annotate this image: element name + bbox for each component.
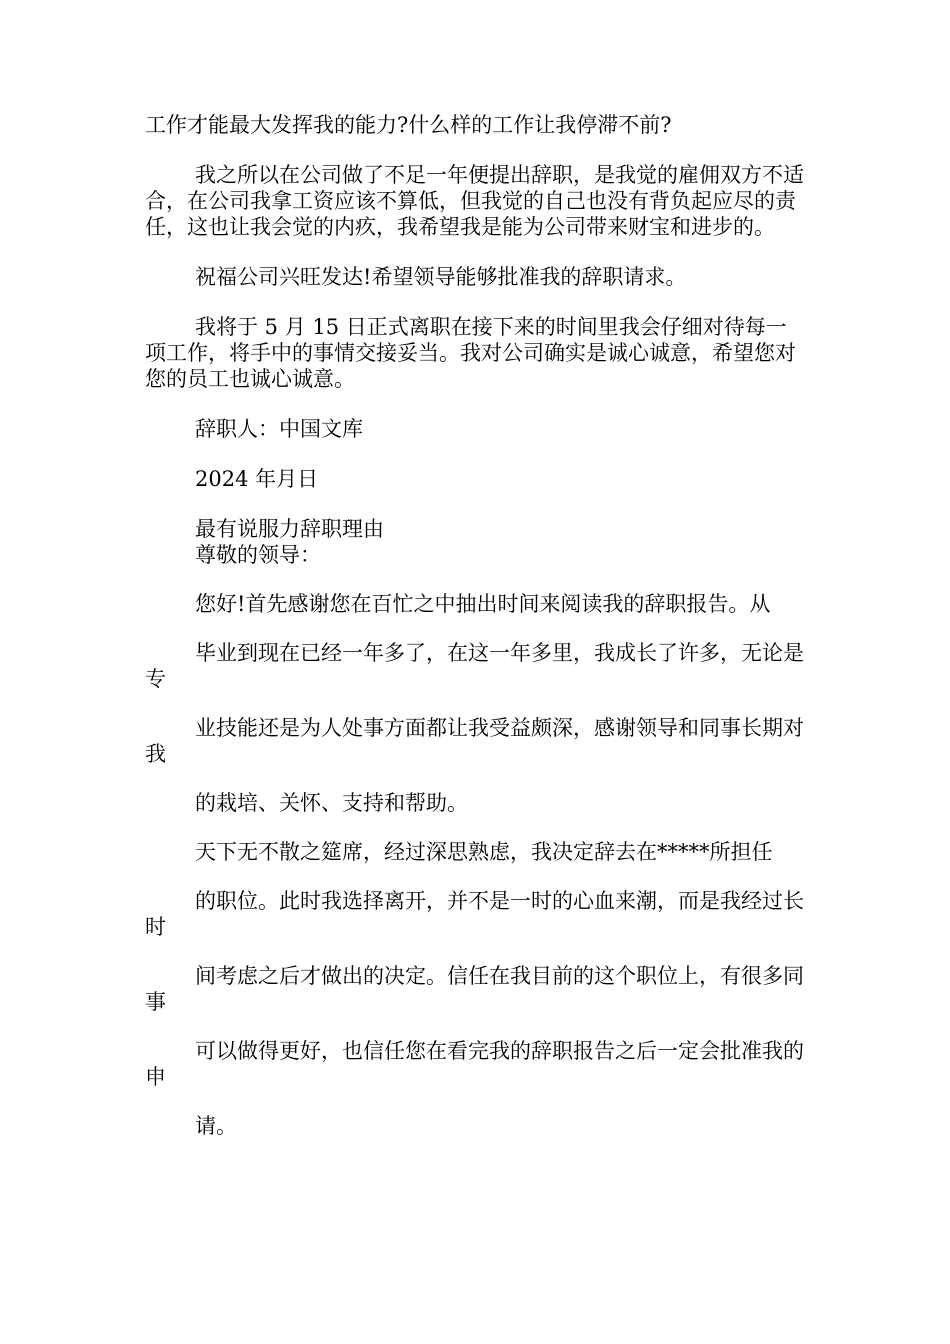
paragraph-greeting: 您好!首先感谢您在百忙之中抽出时间来阅读我的辞职报告。从 xyxy=(195,592,771,616)
paragraph-blessing: 祝福公司兴旺发达!希望领导能够批准我的辞职请求。 xyxy=(195,265,687,289)
paragraph-thanks: 的栽培、关怀、支持和帮助。 xyxy=(195,791,468,815)
paragraph-continuation: 工作才能最大发挥我的能力?什么样的工作让我停滞不前? xyxy=(145,113,672,137)
paragraph-leave-date: 我将于 5 月 15 日正式离职在接下来的时间里我会仔细对待每一项工作，将手中的事情交接妥当。我对公司确实是诚心诚意，希望您对您的员工也诚心诚意。 xyxy=(145,315,796,391)
signature-date: 2024 年月日 xyxy=(195,467,319,491)
paragraph-skills: 业技能还是为人处事方面都让我受益颇深，感谢领导和同事长期对我 xyxy=(145,716,804,766)
section-title: 最有说服力辞职理由 xyxy=(195,517,384,541)
paragraph-request: 请。 xyxy=(195,1114,237,1138)
paragraph-decision: 天下无不散之筵席，经过深思熟虑，我决定辞去在*****所担任 xyxy=(195,840,773,864)
paragraph-reason: 我之所以在公司做了不足一年便提出辞职，是我觉的雇佣双方不适合，在公司我拿工资应该不算低，但我觉的自己也没有背负起应尽的责任，这也让我会觉的内疚，我希望我是能为公司带来财宝和进步的。 xyxy=(145,163,804,239)
document-body xyxy=(145,112,807,1139)
paragraph-position: 的职位。此时我选择离开，并不是一时的心血来潮，而是我经过长时 xyxy=(145,889,804,939)
paragraph-consideration: 间考虑之后才做出的决定。信任在我目前的这个职位上，有很多同事 xyxy=(145,964,804,1014)
paragraph-approval: 可以做得更好，也信任您在看完我的辞职报告之后一定会批准我的申 xyxy=(145,1039,804,1089)
salutation: 尊敬的领导： xyxy=(195,543,321,567)
paragraph-growth: 毕业到现在已经一年多了，在这一年多里，我成长了许多，无论是专 xyxy=(145,641,804,691)
signature-name: 辞职人：中国文库 xyxy=(195,417,363,441)
